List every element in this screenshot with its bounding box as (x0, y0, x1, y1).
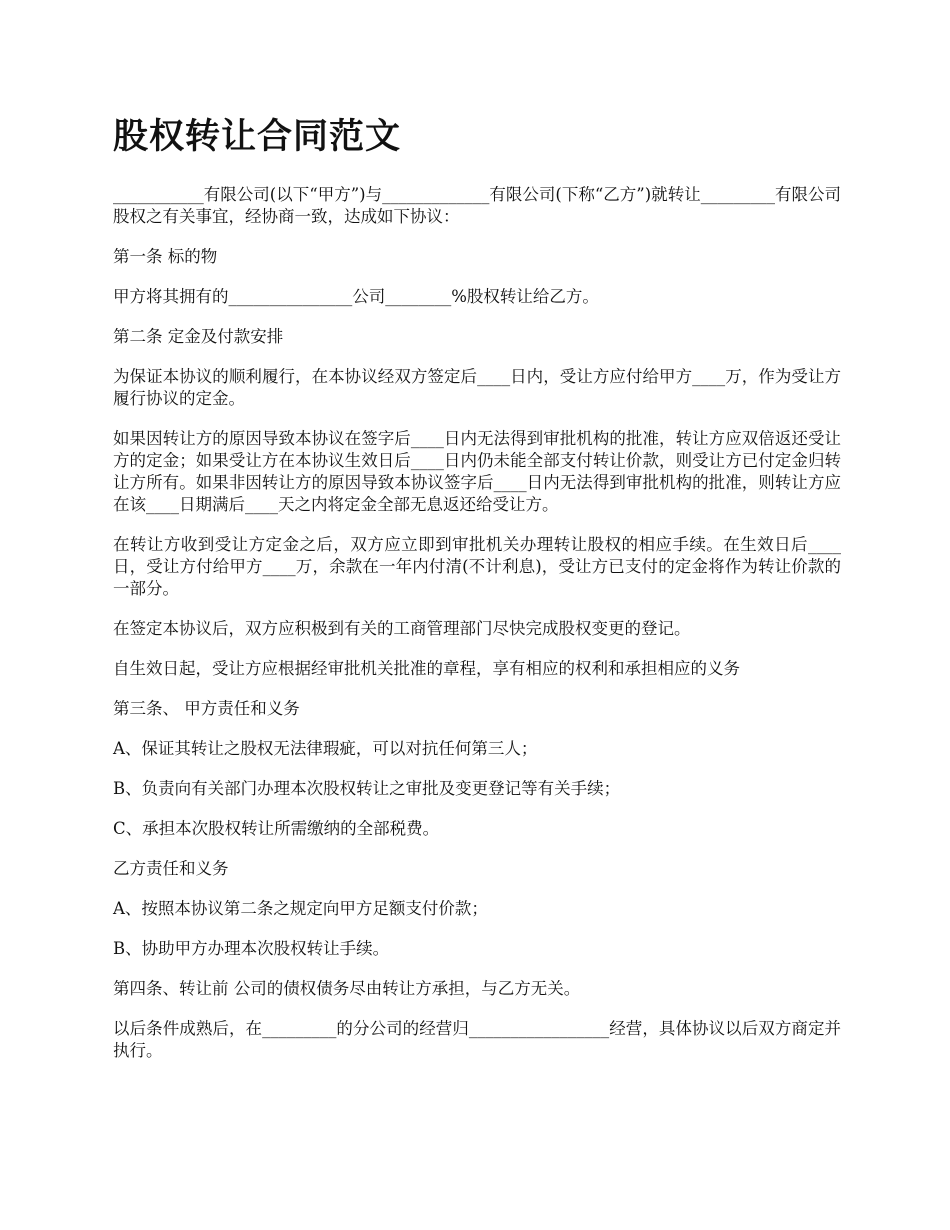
article-4-heading: 第四条、转让前 公司的债权债务尽由转让方承担，与乙方无关。 (113, 979, 581, 998)
article-2-registration: 在签定本协议后，双方应积极到有关的工商管理部门尽快完成股权变更的登记。 (113, 619, 691, 638)
party-a-duty-b: B、负责向有关部门办理本次股权转让之审批及变更登记等有关手续； (113, 779, 621, 798)
party-b-duty-b: B、协助甲方办理本次股权转让手续。 (113, 939, 390, 958)
article-2-refund: 如果因转让方的原因导致本协议在签字后____日内无法得到审批机构的批准，转让方应双倍返还受让方的定金；如果受让方在本协议生效日后____日内仍未能全部支付转让价款，则受让方已付定金归转让方所有。如果非因转让方的原因导致本协议签字后____日内无法得到审批机构的批准，则转让方应在该____日期满后____天之内将定金全部无息返还给受让方。 (113, 429, 841, 514)
article-2-payment: 在转让方收到受让方定金之后，双方应立即到审批机关办理转让股权的相应手续。在生效日后____日，受让方付给甲方____万，余款在一年内付清(不计利息)，受让方已支付的定金将作为转让价款的一部分。 (113, 535, 841, 598)
paragraph-intro: ___________有限公司(以下“甲方”)与_____________有限公司(下称“乙方”)就转让_________有限公司股权之有关事宜，经协商一致，达成如下协议： (113, 185, 841, 226)
party-b-heading: 乙方责任和义务 (113, 859, 229, 878)
document-page (113, 112, 841, 1080)
party-b-duty-a: A、按照本协议第二条之规定向甲方足额支付价款； (113, 899, 488, 918)
article-3-heading: 第三条、 甲方责任和义务 (113, 699, 300, 718)
document-title: 股权转让合同范文 (113, 116, 402, 157)
article-2-rights: 自生效日起，受让方应根据经审批机关批准的章程，享有相应的权利和承担相应的义务 (113, 659, 740, 678)
party-a-duty-a: A、保证其转让之股权无法律瑕疵，可以对抗任何第三人； (113, 739, 538, 758)
article-1-heading: 第一条 标的物 (113, 247, 218, 266)
article-2-deposit: 为保证本协议的顺利履行，在本协议经双方签定后____日内，受让方应付给甲方____万，作为受让方履行协议的定金。 (113, 367, 841, 408)
article-4-body: 以后条件成熟后，在_________的分公司的经营归_________________经营，具体协议以后双方商定并执行。 (113, 1019, 841, 1060)
article-2-heading: 第二条 定金及付款安排 (113, 327, 284, 346)
party-a-duty-c: C、承担本次股权转让所需缴纳的全部税费。 (113, 819, 440, 838)
article-1-body: 甲方将其拥有的_______________公司________%股权转让给乙方。 (113, 287, 599, 306)
